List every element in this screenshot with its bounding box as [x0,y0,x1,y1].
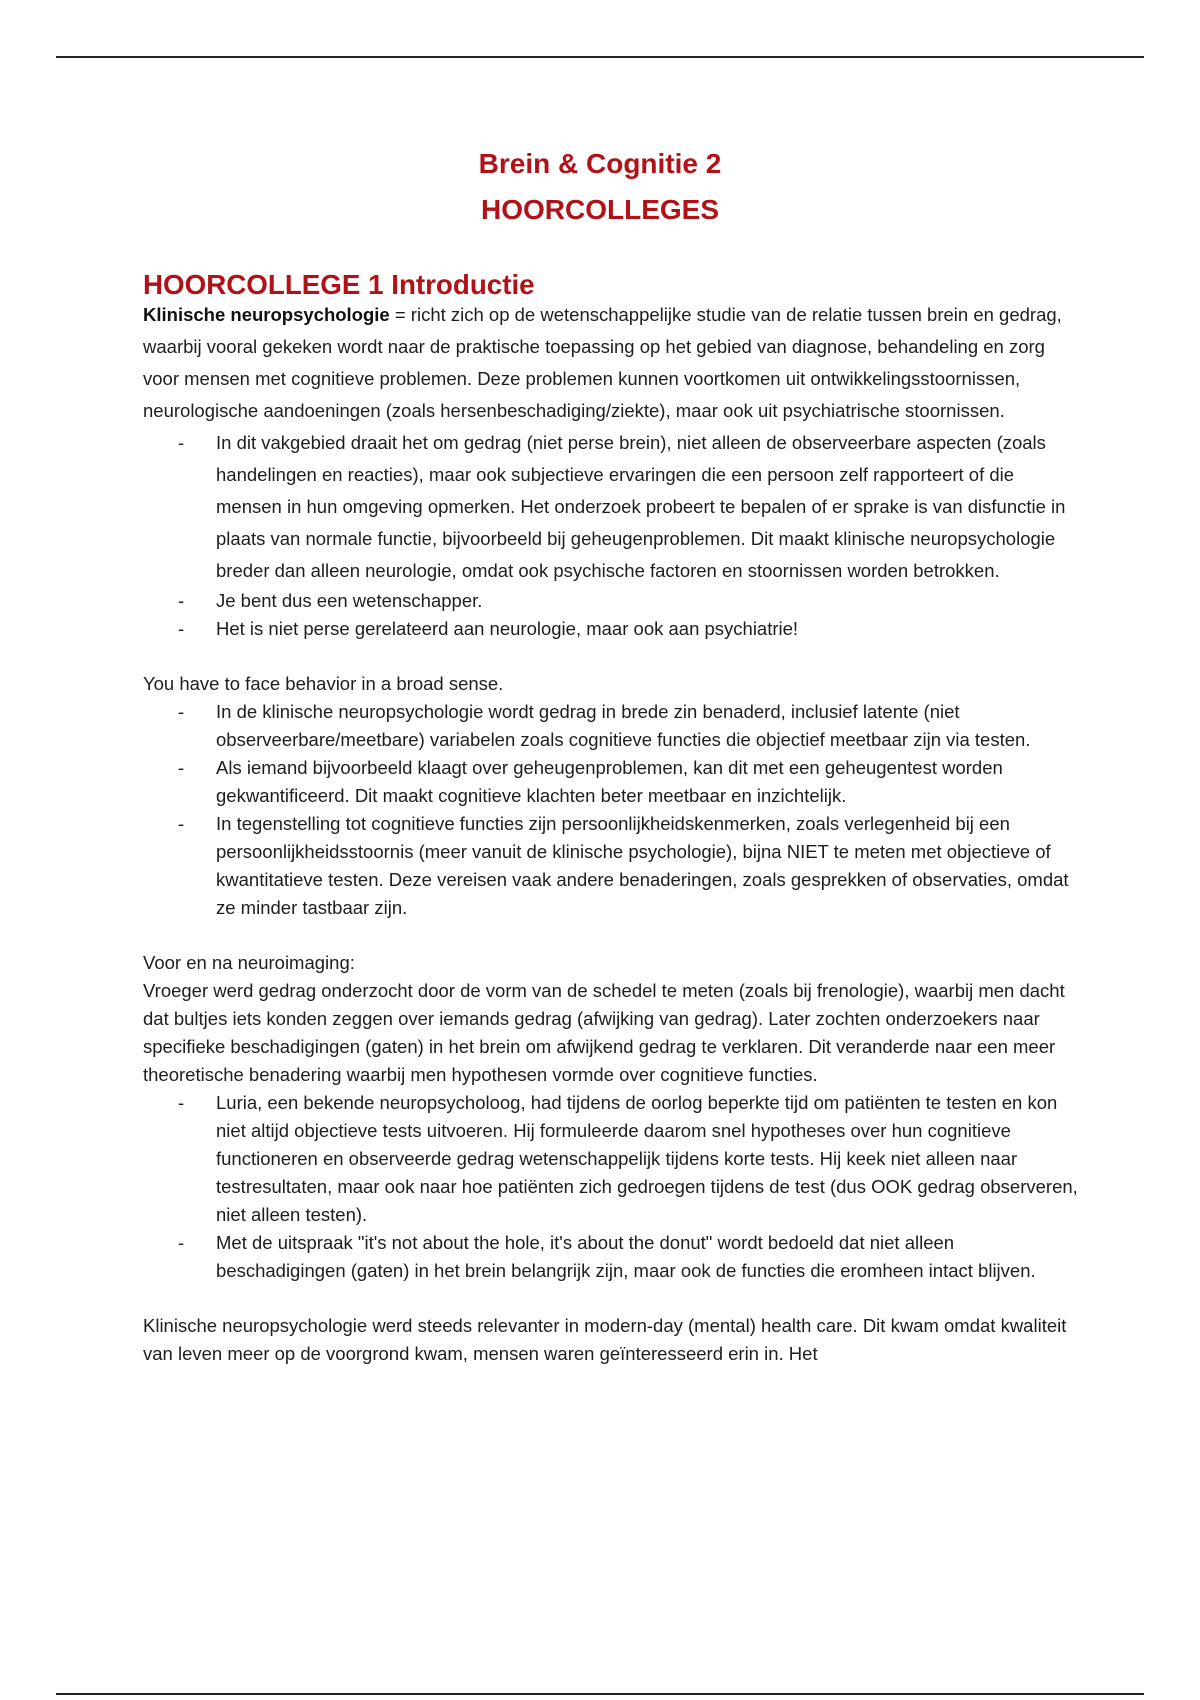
dash-marker: - [178,1232,185,1253]
list-item-text: In dit vakgebied draait het om gedrag (niet perse brein), niet alleen de observeerbare aspecten (zoals handelingen en reacties), maar ook subjectieve ervaringen die een persoon zelf rapporteert of die mensen in hun omgeving opmerken. Het onderzoek probeert te bepalen of er sprake is van disfunctie in plaats van normale functie, bijvoorbeeld bij geheugenproblemen. Dit maakt klinische neuropsychologie breder dan alleen neurologie, omdat ook psychische factoren en stoornissen worden betrokken. [216,432,1066,581]
dash-marker: - [178,1092,185,1113]
spacer [143,1285,1078,1312]
intro-term: Klinische neuropsychologie [143,304,390,325]
dash-marker: - [178,701,185,722]
intro-text: = richt zich op de wetenschappelijke studie van de relatie tussen brein en gedrag, waarbij vooral gekeken wordt naar de praktische toepassing op het gebied van diagnose, behandeling en zorg voor mensen met cognitieve problemen. Deze problemen kunnen voortkomen uit ontwikkelingsstoornissen, neurologische aandoeningen (zoals hersenbeschadiging/ziekte), maar ook uit psychiatrische stoornissen. [143,304,1062,421]
list-item-text: Als iemand bijvoorbeeld klaagt over geheugenproblemen, kan dit met een geheugentest worden gekwantificeerd. Dit maakt cognitieve klachten beter meetbaar en inzichtelijk. [216,757,1003,806]
list-item [143,615,1078,643]
bottom-rule [56,1693,1144,1695]
list-item-text: Je bent dus een wetenschapper. [216,590,483,611]
intro-paragraph [143,299,1078,427]
dash-marker: - [178,432,185,453]
list-item-text: Luria, een bekende neuropsycholoog, had tijdens de oorlog beperkte tijd om patiënten te testen en kon niet altijd objectieve tests uitvoeren. Hij formuleerde daarom snel hypotheses over hun cognitieve functioneren en observeerde gedrag wetenschappelijk tijdens korte tests. Hij keek niet alleen naar testresultaten, maar ook naar hoe patiënten zich gedroegen tijdens de test (dus OOK gedrag observeren, niet alleen testen). [216,1092,1078,1225]
top-rule [56,56,1144,58]
list-item-text: In tegenstelling tot cognitieve functies zijn persoonlijkheidskenmerken, zoals verlegenheid bij een persoonlijkheidsstoornis (meer vanuit de klinische psychologie), bijna NIET te meten met objectieve of kwantitatieve testen. Deze vereisen vaak andere benaderingen, zoals gesprekken of observaties, omdat ze minder tastbaar zijn. [216,813,1069,918]
dash-marker: - [178,618,185,639]
behavior-bullet-list [143,698,1078,922]
neuroimaging-bullet-list [143,1089,1078,1285]
neuroimaging-heading: Voor en na neuroimaging: [143,952,355,973]
list-item [143,427,1078,587]
list-item [143,1229,1078,1285]
list-item [143,810,1078,922]
closing-paragraph: Klinische neuropsychologie werd steeds relevanter in modern-day (mental) health care. Dit kwam omdat kwaliteit van leven meer op de voorgrond kwam, mensen waren geïnteresseerd erin in. Het [143,1315,1067,1364]
dash-marker: - [178,590,185,611]
list-item-text: Het is niet perse gerelateerd aan neurologie, maar ook aan psychiatrie! [216,618,799,639]
list-item [143,754,1078,810]
intro-bullet-list [143,427,1078,643]
dash-marker: - [178,813,185,834]
document-title: Brein & Cognitie 2 [478,148,722,179]
document-subtitle: HOORCOLLEGES [480,194,719,225]
spacer [143,922,1078,949]
section-heading: HOORCOLLEGE 1 Introductie [143,269,535,300]
spacer [143,643,1078,670]
document-body [143,271,1078,1368]
list-item-text: Met de uitspraak "it's not about the hole, it's about the donut" wordt bedoeld dat niet alleen beschadigingen (gaten) in het brein belangrijk zijn, maar ook de functies die eromheen intact blijven. [216,1232,1036,1281]
list-item [143,587,1078,615]
dash-marker: - [178,757,185,778]
neuroimaging-paragraph: Vroeger werd gedrag onderzocht door de vorm van de schedel te meten (zoals bij frenologie), waarbij men dacht dat bultjes iets konden zeggen over iemands gedrag (afwijking van gedrag). Later zochten onderzoekers naar specifieke beschadigingen (gaten) in het brein om afwijkend gedrag te verklaren. Dit veranderde naar een meer theoretische benadering waarbij men hypothesen vormde over cognitieve functies. [143,980,1065,1085]
behavior-heading: You have to face behavior in a broad sense. [143,673,504,694]
list-item [143,698,1078,754]
list-item-text: In de klinische neuropsychologie wordt gedrag in brede zin benaderd, inclusief latente (niet observeerbare/meetbare) variabelen zoals cognitieve functies die objectief meetbaar zijn via testen. [216,701,1031,750]
list-item [143,1089,1078,1229]
